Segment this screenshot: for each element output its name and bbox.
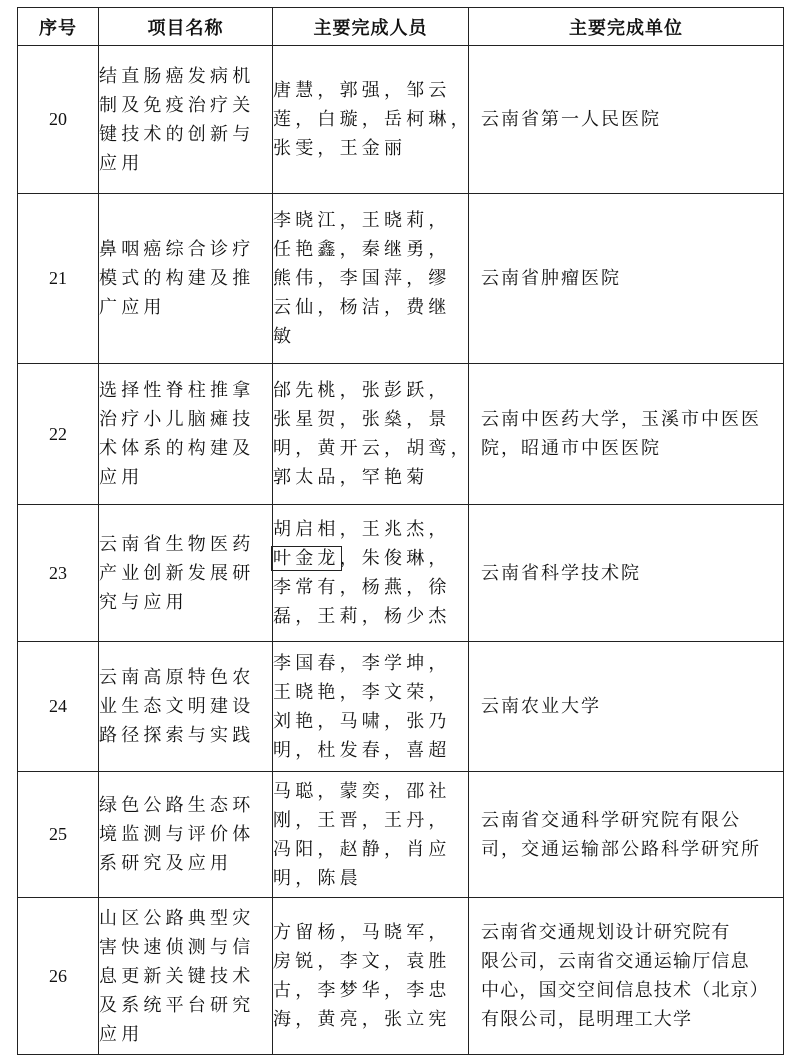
- project-name: [99, 505, 273, 642]
- text-line: 山区公路典型灾: [99, 907, 255, 929]
- text-line: 房锐，李文，袁胜: [273, 951, 451, 972]
- text-line: 磊，王莉，杨少杰: [273, 606, 451, 627]
- text-line: 冯阳，赵静，肖应: [273, 838, 451, 860]
- text-line: 中心，国交空间信息技术（北京）: [481, 980, 769, 1001]
- text-line: 选择性脊柱推拿: [99, 380, 255, 401]
- text-line: 熊伟，李国萍，缪: [273, 268, 451, 289]
- text-line: 业生态文明建设: [99, 696, 255, 717]
- text-line: 邰先桃，张彭跃，: [273, 380, 451, 401]
- text-line: 究与应用: [99, 591, 188, 613]
- text-line: 有限公司，昆明理工大学: [481, 1009, 693, 1030]
- text-line: 云南省第一人民医院: [481, 109, 661, 130]
- row-number: 20: [18, 46, 99, 194]
- text-line: 云南省科学技术院: [481, 562, 641, 584]
- text-line: 海，黄亮，张立宪: [273, 1009, 451, 1030]
- text-line: 云南中医药大学，玉溪市中医医: [481, 409, 761, 430]
- project-name: [99, 194, 273, 364]
- main-people: [273, 194, 469, 364]
- text-line: 明，黄开云，胡鸾，: [273, 438, 473, 459]
- text-line: 系研究及应用: [99, 853, 233, 874]
- text-line: 张雯，王金丽: [273, 138, 407, 159]
- text-line: 李晓江，王晓莉，: [273, 210, 451, 231]
- text-line: 云南省肿瘤医院: [481, 268, 621, 289]
- main-units: [469, 642, 784, 772]
- text-line: 张星贺，张燊，景: [273, 409, 451, 430]
- main-units: [469, 505, 784, 642]
- text-line: 息更新关键技术: [99, 965, 255, 987]
- table-row: [18, 642, 784, 772]
- project-name: [99, 898, 273, 1055]
- text-line: 莲，白璇，岳柯琳，: [273, 109, 473, 130]
- text-line: 任艳鑫，秦继勇，: [273, 239, 451, 260]
- text-line: 方留杨，马晓军，: [273, 922, 451, 943]
- text-line: 限公司，云南省交通运输厅信息: [481, 951, 750, 972]
- table-row: [18, 364, 784, 505]
- table-row: [18, 898, 784, 1055]
- text-line: 模式的构建及推: [99, 268, 255, 289]
- text-line: 李国春，李学坤，: [273, 652, 451, 674]
- text-line: 明，杜发春，喜超: [273, 739, 451, 761]
- header-serial: 序号: [18, 8, 99, 46]
- main-units: [469, 364, 784, 505]
- main-people: [273, 364, 473, 505]
- project-name: [99, 642, 273, 772]
- table-row: [18, 46, 784, 194]
- text-line: 刚，王晋，王丹，: [273, 809, 451, 831]
- project-name: [99, 46, 273, 194]
- text-line: 古，李梦华，李忠: [273, 980, 451, 1001]
- text-line: 治疗小儿脑瘫技: [99, 409, 255, 430]
- table-row: [18, 772, 784, 898]
- text-line: 明，陈晨: [273, 867, 362, 889]
- table-row: [18, 505, 784, 642]
- row-number: 23: [18, 505, 99, 642]
- text-line: 郭太品，罕艳菊: [273, 467, 429, 488]
- row-number: 24: [18, 642, 99, 772]
- text-line: 路径探索与实践: [99, 725, 255, 746]
- table-row: [18, 194, 784, 364]
- text-line: 马聪，蒙奕，邵社: [273, 780, 451, 802]
- text-line: 唐慧，郭强，邹云: [273, 80, 451, 101]
- text-line: 云南省生物医药: [99, 533, 255, 555]
- text-line: 键技术的创新与: [99, 123, 255, 145]
- text-line: 术体系的构建及: [99, 438, 255, 459]
- row-number: 21: [18, 194, 99, 364]
- text-line: 应用: [99, 467, 144, 488]
- text-line: 鼻咽癌综合诊疗: [99, 239, 255, 260]
- text-line: 云南高原特色农: [99, 667, 255, 688]
- text-line: 敏: [273, 326, 296, 347]
- text-line: 及系统平台研究: [99, 994, 255, 1016]
- text-fragment: ，朱俊琳，: [339, 548, 451, 569]
- text-line: 云南省交通科学研究院有限公: [481, 809, 741, 831]
- main-units: [469, 772, 784, 898]
- header-units: 主要完成单位: [469, 8, 784, 46]
- project-name: [99, 772, 273, 898]
- main-units: [469, 898, 784, 1055]
- text-line: 应用: [99, 1023, 144, 1045]
- text-line: 云南省交通规划设计研究院有: [481, 922, 731, 943]
- header-row: [18, 8, 784, 46]
- text-line: 应用: [99, 152, 144, 174]
- header-project: 项目名称: [99, 8, 273, 46]
- text-line: 云仙，杨洁，费继: [273, 297, 451, 318]
- project-name: [99, 364, 273, 505]
- text-line: 李常有，杨燕，徐: [273, 577, 451, 598]
- row-number: 22: [18, 364, 99, 505]
- text-line: 广应用: [99, 297, 166, 318]
- main-people: [273, 505, 469, 642]
- text-line: 司，交通运输部公路科学研究所: [481, 838, 761, 860]
- main-people: [273, 642, 469, 772]
- row-number: 25: [18, 772, 99, 898]
- text-line: 王晓艳，李文荣，: [273, 681, 451, 703]
- main-units: [469, 46, 784, 194]
- text-line: 结直肠癌发病机: [99, 65, 255, 87]
- awards-table: [17, 7, 784, 1055]
- text-line: 产业创新发展研: [99, 562, 255, 584]
- text-line: 云南农业大学: [481, 696, 601, 717]
- text-line: 害快速侦测与信: [99, 936, 255, 958]
- text-line: 制及免疫治疗关: [99, 94, 255, 116]
- text-line: 院，昭通市中医医院: [481, 438, 661, 459]
- main-people: [273, 898, 469, 1055]
- highlighted-name: 叶金龙: [273, 548, 340, 569]
- row-number: 26: [18, 898, 99, 1055]
- main-people: [273, 46, 473, 194]
- main-people: [273, 772, 469, 898]
- text-line: 刘艳，马啸，张乃: [273, 710, 451, 732]
- text-line: 绿色公路生态环: [99, 795, 255, 816]
- text-line: 胡启相，王兆杰，: [273, 519, 451, 540]
- text-line: 境监测与评价体: [99, 824, 255, 845]
- header-people: 主要完成人员: [273, 8, 469, 46]
- main-units: [469, 194, 784, 364]
- text-line: [273, 544, 468, 573]
